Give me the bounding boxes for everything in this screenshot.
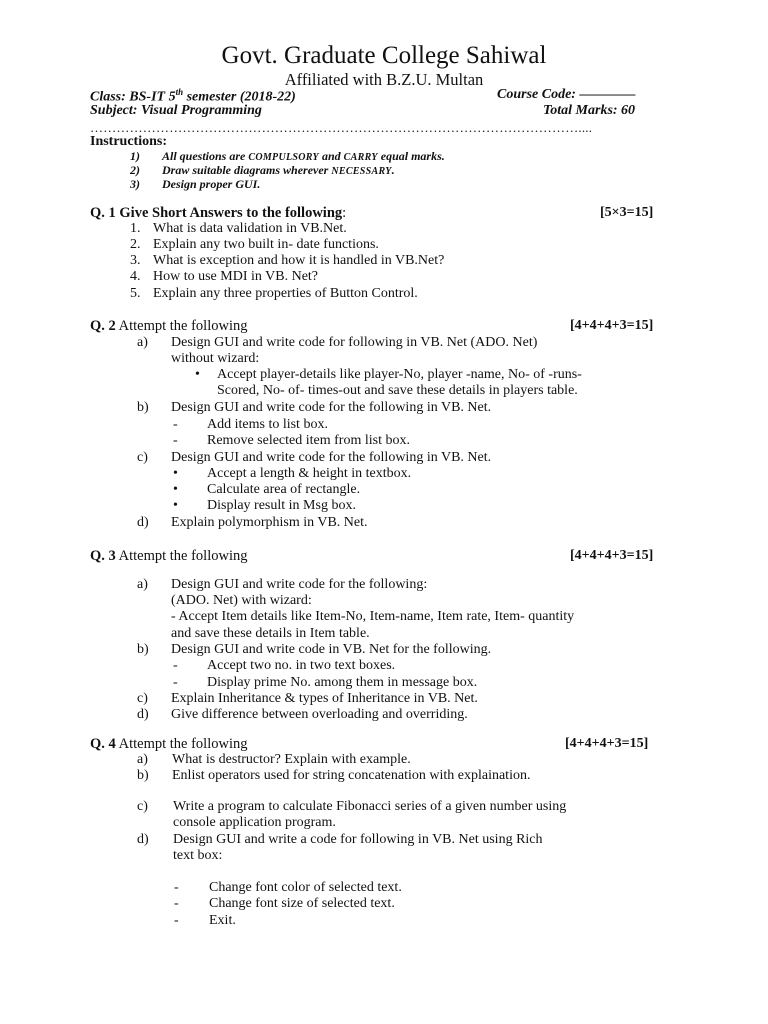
q4-marks: [4+4+4+3=15] [565, 736, 649, 751]
q2-b-label: b) [137, 400, 149, 415]
q4-a-label: a) [137, 752, 148, 767]
q1-heading: Q. 1 Give Short Answers to the following: [90, 205, 347, 221]
q4-b-text: Enlist operators used for string concatenation with explaination. [172, 768, 531, 783]
q2-a-sub-1: Accept player-details like player-No, player -name, No- of -runs- [217, 367, 582, 382]
q3-marks: [4+4+4+3=15] [570, 548, 654, 563]
q3-a-line-3: - Accept Item details like Item-No, Item-name, Item rate, Item- quantity [171, 609, 575, 624]
q3-b-text: Design GUI and write code in VB. Net for the following. [171, 642, 492, 657]
class-info: Class: BS-IT 5th semester (2018-22) [90, 87, 296, 105]
q2-c-sub-2-mark: • [173, 482, 178, 497]
q2-c-sub-1-mark: • [173, 466, 178, 481]
q4-d-label: d) [137, 832, 149, 847]
q2-b-text: Design GUI and write code for the following in VB. Net. [171, 400, 492, 415]
q4-d-sub-2-mark: - [174, 896, 179, 911]
q3-b-sub-2: Display prime No. among them in message box. [207, 675, 478, 690]
course-code: Course Code: –––––––– [497, 87, 636, 102]
q4-d-text-2: text box: [173, 848, 223, 863]
instructions-heading: Instructions: [90, 134, 168, 149]
subject: Subject: Visual Programming [90, 103, 262, 118]
q1-item-2-num: 2. [130, 237, 141, 252]
q2-b-sub-1-mark: - [173, 417, 178, 432]
instruction-1-num: 1) [130, 149, 140, 163]
instruction-3: Design proper GUI. [162, 177, 261, 191]
q4-b-label: b) [137, 768, 149, 783]
q1-item-2: Explain any two built in- date functions. [153, 237, 379, 252]
instruction-2: Draw suitable diagrams wherever NECESSARY. [162, 163, 395, 177]
q3-a-line-4: and save these details in Item table. [171, 626, 370, 641]
q1-item-5: Explain any three properties of Button Control. [153, 286, 418, 301]
q4-heading: Q. 4 Attempt the following [90, 736, 248, 752]
q1-item-3: What is exception and how it is handled in VB.Net? [153, 253, 445, 268]
q1-marks: [5×3=15] [600, 205, 654, 220]
q2-c-sub-3: Display result in Msg box. [207, 498, 356, 513]
q2-a-bullet: • [195, 367, 200, 382]
q1-item-5-num: 5. [130, 286, 141, 301]
q2-b-sub-2-mark: - [173, 433, 178, 448]
q2-c-sub-1: Accept a length & height in textbox. [207, 466, 412, 481]
q3-a-line-1: Design GUI and write code for the following: [171, 577, 428, 592]
q4-d-text-1: Design GUI and write a code for following in VB. Net using Rich [173, 832, 543, 847]
q3-d-label: d) [137, 707, 149, 722]
q2-a-label: a) [137, 335, 148, 350]
q4-d-sub-3: Exit. [209, 913, 236, 928]
q4-d-sub-3-mark: - [174, 913, 179, 928]
q4-d-sub-1-mark: - [174, 880, 179, 895]
q1-item-1: What is data validation in VB.Net. [153, 221, 347, 236]
q1-item-3-num: 3. [130, 253, 141, 268]
q3-b-sub-1-mark: - [173, 658, 178, 673]
total-marks: Total Marks: 60 [543, 103, 636, 118]
q2-a-text-1: Design GUI and write code for following in VB. Net (ADO. Net) [171, 335, 538, 350]
q3-heading: Q. 3 Attempt the following [90, 548, 248, 564]
q4-c-text-1: Write a program to calculate Fibonacci series of a given number using [173, 799, 567, 814]
q2-b-sub-1: Add items to list box. [207, 417, 328, 432]
affiliation-subtitle: Affiliated with B.Z.U. Multan [284, 70, 484, 89]
q1-item-1-num: 1. [130, 221, 141, 236]
q2-a-sub-2: Scored, No- of- times-out and save these details in players table. [217, 383, 578, 398]
q3-b-sub-1: Accept two no. in two text boxes. [207, 658, 396, 673]
q1-item-4: How to use MDI in VB. Net? [153, 269, 319, 284]
q2-c-sub-3-mark: • [173, 498, 178, 513]
q2-b-sub-2: Remove selected item from list box. [207, 433, 410, 448]
q4-c-label: c) [137, 799, 148, 814]
q4-d-sub-1: Change font color of selected text. [209, 880, 402, 895]
q3-c-label: c) [137, 691, 148, 706]
q3-a-line-2: (ADO. Net) with wizard: [171, 593, 312, 608]
college-title: Govt. Graduate College Sahiwal [221, 42, 547, 69]
q1-item-4-num: 4. [130, 269, 141, 284]
q2-d-text: Explain polymorphism in VB. Net. [171, 515, 368, 530]
q2-marks: [4+4+4+3=15] [570, 318, 654, 333]
q3-b-sub-2-mark: - [173, 675, 178, 690]
q2-c-text: Design GUI and write code for the following in VB. Net. [171, 450, 492, 465]
instruction-2-num: 2) [130, 163, 140, 177]
q2-a-text-2: without wizard: [171, 351, 260, 366]
q2-c-label: c) [137, 450, 148, 465]
q3-d-text: Give difference between overloading and overriding. [171, 707, 468, 722]
instruction-3-num: 3) [130, 177, 140, 191]
instruction-1: All questions are COMPULSORY and CARRY equal marks. [162, 149, 445, 163]
q3-a-label: a) [137, 577, 148, 592]
q2-c-sub-2: Calculate area of rectangle. [207, 482, 361, 497]
q2-d-label: d) [137, 515, 149, 530]
q3-c-text: Explain Inheritance & types of Inheritance in VB. Net. [171, 691, 478, 706]
q2-heading: Q. 2 Attempt the following [90, 318, 248, 334]
q4-a-text: What is destructor? Explain with example. [172, 752, 411, 767]
q3-b-label: b) [137, 642, 149, 657]
separator-line: ………………………………………………………………………………………………….... [90, 120, 593, 135]
q4-c-text-2: console application program. [173, 815, 336, 830]
q4-d-sub-2: Change font size of selected text. [209, 896, 395, 911]
